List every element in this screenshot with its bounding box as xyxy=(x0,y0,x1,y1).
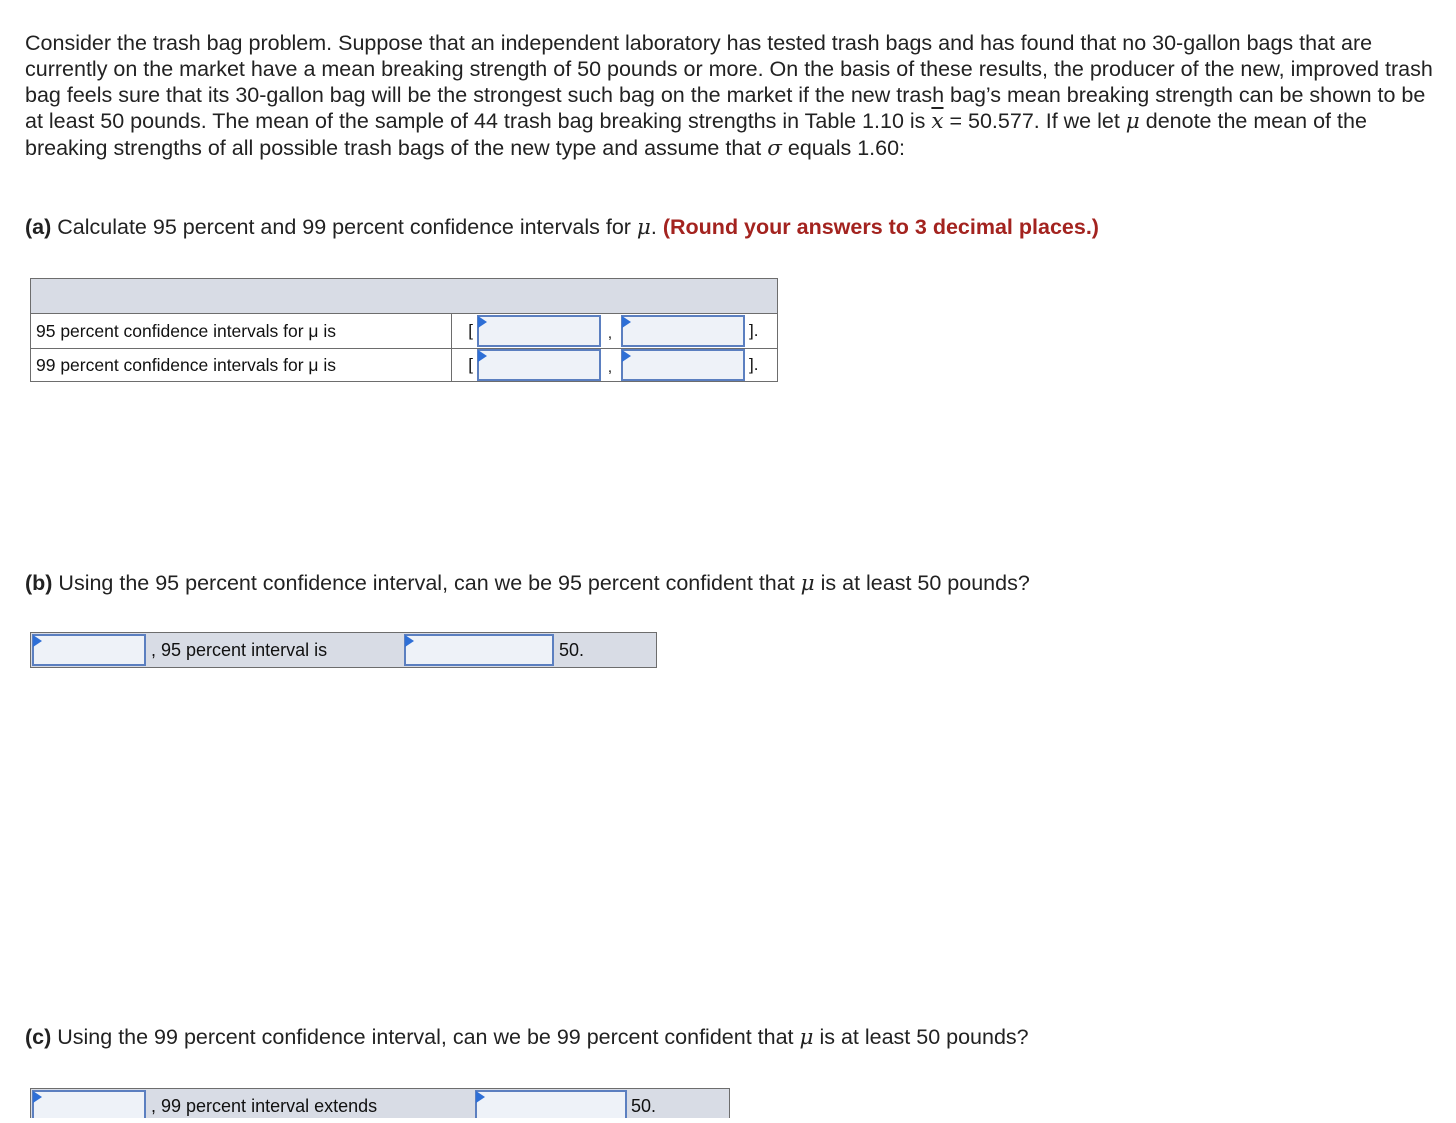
ci95-upper-input[interactable] xyxy=(621,315,745,347)
open-bracket: [ xyxy=(468,321,473,340)
ci95-lower-input[interactable] xyxy=(477,315,601,347)
row-95-label: 95 percent confidence intervals for μ is xyxy=(31,314,452,348)
mu-symbol: μ xyxy=(799,1025,814,1050)
row-99-label: 99 percent confidence intervals for μ is xyxy=(31,348,452,382)
intro-text-2: = 50.577. If we let xyxy=(943,109,1126,133)
problem-statement xyxy=(25,30,1435,162)
question-b xyxy=(25,570,1030,597)
question-c-text-2: is at least 50 pounds? xyxy=(813,1025,1029,1049)
table-row-95 xyxy=(31,314,777,349)
table-row-99 xyxy=(31,348,777,382)
comma: , xyxy=(607,359,613,376)
open-bracket: [ xyxy=(468,355,473,374)
c-comparison-dropdown[interactable] xyxy=(475,1090,627,1118)
question-a-label: (a) xyxy=(25,215,52,239)
ci99-upper-input[interactable] xyxy=(621,349,745,381)
question-c-label: (c) xyxy=(25,1025,52,1049)
xbar-symbol: $\overline{x}$ xyxy=(931,109,944,134)
b-yes-no-dropdown[interactable] xyxy=(32,634,146,666)
sigma-symbol: σ xyxy=(767,136,782,161)
problem-text xyxy=(25,30,1435,162)
answer-row-c xyxy=(30,1088,730,1118)
question-a xyxy=(25,214,1099,241)
close-bracket: ]. xyxy=(749,355,759,374)
intro-text-3: denote the mean of the breaking strengths of all possible trash bags of the new type and assume that xyxy=(25,109,1367,160)
rounding-note: (Round your answers to 3 decimal places.) xyxy=(662,215,1099,239)
question-c-text-1: Using the 99 percent confidence interval, can we be 99 percent confident that xyxy=(51,1025,800,1049)
close-bracket: ]. xyxy=(749,321,759,340)
c-yes-no-dropdown[interactable] xyxy=(32,1090,146,1118)
question-c xyxy=(25,1024,1029,1051)
mu-symbol: μ xyxy=(800,571,815,596)
question-b-text-1: Using the 95 percent confidence interval, can we be 95 percent confident that xyxy=(52,571,801,595)
question-a-text: Calculate 95 percent and 99 percent confidence intervals for xyxy=(51,215,637,239)
question-b-text-2: is at least 50 pounds? xyxy=(814,571,1030,595)
intro-text-1: Consider the trash bag problem. Suppose that an independent laboratory has tested trash bags and has found that no 30-gallon bags that are currently on the market have a mean breaking strength of 50 pounds or more. On the basis of these results, the producer of the new, improved trash bag feels sure that its 30-gallon bag will be the strongest such bag on the market if the new trash bag’s mean breaking strength can be shown to be at least 50 pounds. The mean of the sample of 44 trash bag breaking strengths in Table 1.10 is xyxy=(25,31,1433,133)
answer-row-b xyxy=(30,632,657,668)
question-b-label: (b) xyxy=(25,571,53,595)
c-answer-text: , 99 percent interval extends xyxy=(151,1096,378,1116)
confidence-interval-table xyxy=(30,278,778,382)
c-end-text: 50. xyxy=(631,1096,657,1116)
comma: , xyxy=(607,325,613,342)
b-end-text: 50. xyxy=(559,640,585,660)
question-a-period: . xyxy=(650,215,663,239)
b-answer-text: , 95 percent interval is xyxy=(151,640,328,660)
mu-symbol: μ xyxy=(636,215,651,240)
ci99-lower-input[interactable] xyxy=(477,349,601,381)
b-comparison-dropdown[interactable] xyxy=(404,634,554,666)
table-header xyxy=(31,279,777,314)
intro-text-4: equals 1.60: xyxy=(781,136,906,160)
mu-symbol: μ xyxy=(1125,109,1140,134)
